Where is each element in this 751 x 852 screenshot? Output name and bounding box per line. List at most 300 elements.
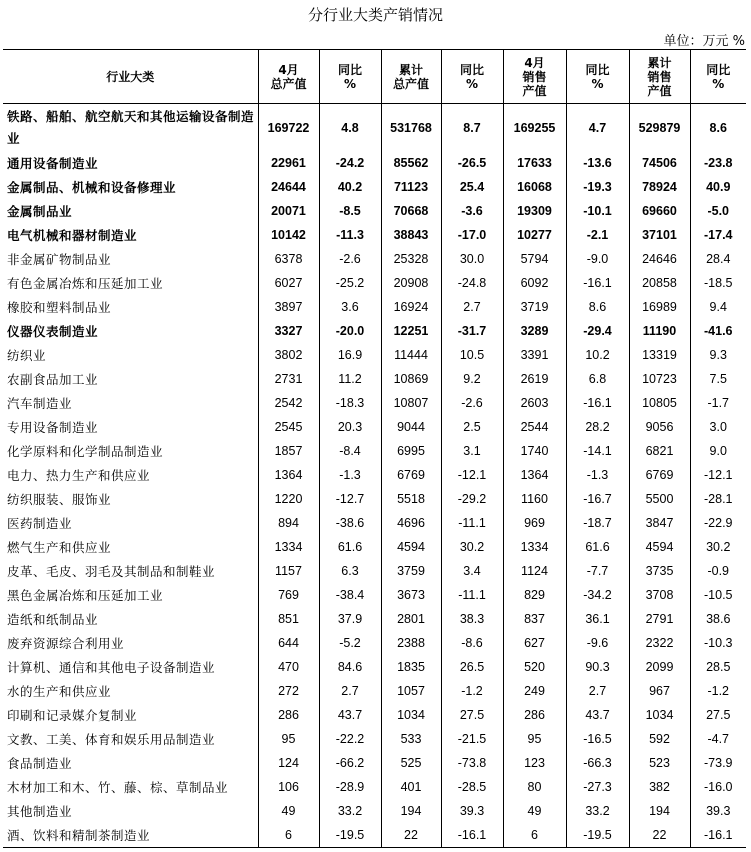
table-row [3,727,746,751]
cumulative-output-cell: 20908 [381,271,441,295]
sales-yoy-cell: -13.6 [566,151,629,175]
output-yoy-cell: -20.0 [319,319,381,343]
cumulative-output-yoy-cell: -31.7 [441,319,503,343]
cumulative-output-yoy-cell: -26.5 [441,151,503,175]
header-cumulative-sales-yoy [690,50,746,104]
april-sales-cell: 95 [503,727,566,751]
cumulative-sales-cell: 2099 [629,655,690,679]
cumulative-sales-yoy-cell: -12.1 [690,463,746,487]
cumulative-sales-yoy-cell: -10.3 [690,631,746,655]
table-row [3,343,746,367]
april-output-cell: 106 [258,775,319,799]
cumulative-sales-yoy-cell: -41.6 [690,319,746,343]
table-row [3,104,746,152]
table-row [3,655,746,679]
output-yoy-cell: -24.2 [319,151,381,175]
cumulative-sales-yoy-cell: -23.8 [690,151,746,175]
april-sales-cell: 249 [503,679,566,703]
cumulative-sales-cell: 24646 [629,247,690,271]
table-body [3,104,746,848]
output-yoy-cell: 6.3 [319,559,381,583]
table-row [3,487,746,511]
april-sales-cell: 6092 [503,271,566,295]
table-row [3,439,746,463]
industry-name-cell: 专用设备制造业 [7,420,99,435]
table-row [3,607,746,631]
cumulative-sales-yoy-cell: 28.4 [690,247,746,271]
sales-yoy-cell: 2.7 [566,679,629,703]
sales-yoy-cell: 36.1 [566,607,629,631]
cumulative-sales-cell: 10723 [629,367,690,391]
industry-name-cell: 仪器仪表制造业 [7,324,99,339]
april-output-cell: 124 [258,751,319,775]
header-april-output [258,50,319,104]
industry-name-cell: 医药制造业 [7,516,73,531]
sales-yoy-cell: -18.7 [566,511,629,535]
sales-yoy-cell: 33.2 [566,799,629,823]
sales-yoy-cell: 4.7 [566,104,629,152]
header-line: 同比 [459,62,484,77]
april-output-cell: 6027 [258,271,319,295]
april-sales-cell: 2544 [503,415,566,439]
cumulative-output-cell: 38843 [381,223,441,247]
table-row [3,751,746,775]
header-cumulative-output [381,50,441,104]
table-row [3,175,746,199]
cumulative-output-yoy-cell: 27.5 [441,703,503,727]
april-sales-cell: 123 [503,751,566,775]
industry-name-cell: 纺织业 [7,348,47,363]
april-output-cell: 3802 [258,343,319,367]
output-yoy-cell: 43.7 [319,703,381,727]
april-output-cell: 20071 [258,199,319,223]
sales-yoy-cell: 28.2 [566,415,629,439]
cumulative-sales-yoy-cell: -17.4 [690,223,746,247]
sales-yoy-cell: -34.2 [566,583,629,607]
industry-name-cell: 汽车制造业 [7,396,73,411]
cumulative-output-yoy-cell: -11.1 [441,511,503,535]
april-sales-cell: 6 [503,823,566,848]
header-industry [3,50,258,104]
cumulative-output-cell: 85562 [381,151,441,175]
output-yoy-cell: -8.4 [319,439,381,463]
sales-yoy-cell: -9.6 [566,631,629,655]
cumulative-output-yoy-cell: -29.2 [441,487,503,511]
table-row [3,367,746,391]
april-sales-cell: 3289 [503,319,566,343]
april-sales-cell: 1740 [503,439,566,463]
cumulative-sales-cell: 3847 [629,511,690,535]
cumulative-output-yoy-cell: -28.5 [441,775,503,799]
april-output-cell: 2731 [258,367,319,391]
cumulative-output-yoy-cell: 3.1 [441,439,503,463]
output-yoy-cell: -11.3 [319,223,381,247]
cumulative-output-yoy-cell: 26.5 [441,655,503,679]
sales-yoy-cell: 90.3 [566,655,629,679]
april-sales-cell: 80 [503,775,566,799]
cumulative-sales-yoy-cell: 7.5 [690,367,746,391]
sales-yoy-cell: -9.0 [566,247,629,271]
cumulative-sales-yoy-cell: -22.9 [690,511,746,535]
april-sales-cell: 829 [503,583,566,607]
cumulative-sales-cell: 10805 [629,391,690,415]
april-output-cell: 286 [258,703,319,727]
cumulative-sales-cell: 529879 [629,104,690,152]
industry-name-cell: 通用设备制造业 [7,156,99,171]
cumulative-sales-cell: 37101 [629,223,690,247]
output-yoy-cell: -38.6 [319,511,381,535]
header-cumulative-sales [629,50,690,104]
table-row [3,535,746,559]
industry-name-cell: 农副食品加工业 [7,372,99,387]
cumulative-output-cell: 533 [381,727,441,751]
cumulative-sales-cell: 5500 [629,487,690,511]
cumulative-sales-yoy-cell: 9.3 [690,343,746,367]
header-line: 累计 [398,62,423,77]
april-output-cell: 1220 [258,487,319,511]
output-yoy-cell: -18.3 [319,391,381,415]
cumulative-sales-cell: 523 [629,751,690,775]
industry-name-cell: 电力、热力生产和供应业 [7,468,151,483]
cumulative-sales-yoy-cell: 9.4 [690,295,746,319]
cumulative-sales-cell: 74506 [629,151,690,175]
industry-name-cell: 金属制品业 [7,204,73,219]
cumulative-output-yoy-cell: -16.1 [441,823,503,848]
table-row [3,823,746,848]
april-sales-cell: 1124 [503,559,566,583]
april-sales-cell: 10277 [503,223,566,247]
output-yoy-cell: 40.2 [319,175,381,199]
header-cumulative-output-yoy [441,50,503,104]
header-line: 总产值 [270,76,307,91]
table-row [3,223,746,247]
cumulative-sales-yoy-cell: -16.0 [690,775,746,799]
cumulative-sales-cell: 69660 [629,199,690,223]
output-yoy-cell: 2.7 [319,679,381,703]
cumulative-output-cell: 9044 [381,415,441,439]
april-output-cell: 769 [258,583,319,607]
april-sales-cell: 49 [503,799,566,823]
table-row [3,463,746,487]
cumulative-sales-yoy-cell: 27.5 [690,703,746,727]
output-yoy-cell: -22.2 [319,727,381,751]
sales-yoy-cell: -10.1 [566,199,629,223]
header-sales-yoy [566,50,629,104]
table-row [3,631,746,655]
header-april-sales [503,50,566,104]
output-yoy-cell: -66.2 [319,751,381,775]
april-output-cell: 644 [258,631,319,655]
output-yoy-cell: 16.9 [319,343,381,367]
cumulative-sales-cell: 967 [629,679,690,703]
april-output-cell: 2542 [258,391,319,415]
industry-name-cell: 废弃资源综合利用业 [7,636,125,651]
cumulative-output-yoy-cell: 10.5 [441,343,503,367]
april-sales-cell: 1364 [503,463,566,487]
header-line: 行业大类 [106,69,155,84]
cumulative-sales-yoy-cell: 8.6 [690,104,746,152]
april-output-cell: 1157 [258,559,319,583]
table-row [3,199,746,223]
sales-yoy-cell: -16.5 [566,727,629,751]
april-output-cell: 95 [258,727,319,751]
cumulative-output-cell: 5518 [381,487,441,511]
output-yoy-cell: -2.6 [319,247,381,271]
cumulative-sales-cell: 2322 [629,631,690,655]
industry-name-cell: 印刷和记录媒介复制业 [7,708,138,723]
sales-yoy-cell: -2.1 [566,223,629,247]
cumulative-output-cell: 2801 [381,607,441,631]
sales-yoy-cell: -29.4 [566,319,629,343]
table-row [3,247,746,271]
cumulative-sales-cell: 3708 [629,583,690,607]
industry-name-cell: 皮革、毛皮、羽毛及其制品和制鞋业 [7,564,216,579]
cumulative-sales-yoy-cell: -73.9 [690,751,746,775]
table-row [3,583,746,607]
output-yoy-cell: -5.2 [319,631,381,655]
cumulative-output-yoy-cell: 9.2 [441,367,503,391]
header-line: 4月 [524,55,545,70]
cumulative-output-cell: 2388 [381,631,441,655]
cumulative-output-yoy-cell: -21.5 [441,727,503,751]
april-output-cell: 10142 [258,223,319,247]
sales-yoy-cell: 8.6 [566,295,629,319]
cumulative-output-yoy-cell: 8.7 [441,104,503,152]
sales-yoy-cell: -14.1 [566,439,629,463]
cumulative-output-yoy-cell: -3.6 [441,199,503,223]
cumulative-output-cell: 3759 [381,559,441,583]
cumulative-sales-yoy-cell: 38.6 [690,607,746,631]
table-row [3,679,746,703]
april-output-cell: 24644 [258,175,319,199]
cumulative-output-cell: 70668 [381,199,441,223]
cumulative-output-cell: 3673 [381,583,441,607]
industry-name-cell: 食品制造业 [7,756,73,771]
april-sales-cell: 17633 [503,151,566,175]
cumulative-sales-yoy-cell: 9.0 [690,439,746,463]
cumulative-sales-yoy-cell: -0.9 [690,559,746,583]
industry-name-cell: 水的生产和供应业 [7,684,112,699]
output-yoy-cell: -1.3 [319,463,381,487]
page-title: 分行业大类产销情况 [307,6,443,24]
sales-yoy-cell: -19.3 [566,175,629,199]
cumulative-sales-cell: 592 [629,727,690,751]
cumulative-sales-yoy-cell: 39.3 [690,799,746,823]
cumulative-sales-cell: 22 [629,823,690,848]
sales-yoy-cell: 10.2 [566,343,629,367]
sales-yoy-cell: -1.3 [566,463,629,487]
april-output-cell: 1857 [258,439,319,463]
cumulative-output-cell: 1835 [381,655,441,679]
table-row [3,295,746,319]
header-line: 销售 [647,69,672,84]
cumulative-output-cell: 1034 [381,703,441,727]
cumulative-sales-cell: 13319 [629,343,690,367]
cumulative-sales-yoy-cell: 40.9 [690,175,746,199]
april-output-cell: 2545 [258,415,319,439]
sales-yoy-cell: 43.7 [566,703,629,727]
output-yoy-cell: 61.6 [319,535,381,559]
cumulative-output-cell: 531768 [381,104,441,152]
industry-name-cell: 橡胶和塑料制品业 [7,300,112,315]
table-row [3,415,746,439]
cumulative-output-yoy-cell: 30.2 [441,535,503,559]
table-row [3,703,746,727]
april-output-cell: 3897 [258,295,319,319]
april-output-cell: 894 [258,511,319,535]
header-line: % [712,76,725,91]
header-line: 同比 [706,62,731,77]
cumulative-sales-yoy-cell: 3.0 [690,415,746,439]
industry-name-cell: 化学原料和化学制品制造业 [7,444,164,459]
cumulative-output-yoy-cell: -2.6 [441,391,503,415]
header-line: 累计 [647,55,672,70]
header-line: 产值 [522,83,547,98]
april-output-cell: 470 [258,655,319,679]
sales-yoy-cell: -16.7 [566,487,629,511]
cumulative-sales-cell: 1034 [629,703,690,727]
industry-name-cell: 酒、饮料和精制茶制造业 [3,823,258,848]
header-output-yoy [319,50,381,104]
header-line: 总产值 [392,76,429,91]
output-yoy-cell: 3.6 [319,295,381,319]
cumulative-output-yoy-cell: -12.1 [441,463,503,487]
header-line: 同比 [337,62,362,77]
cumulative-output-cell: 4696 [381,511,441,535]
april-sales-cell: 286 [503,703,566,727]
april-sales-cell: 16068 [503,175,566,199]
cumulative-output-cell: 1057 [381,679,441,703]
table-row [3,559,746,583]
april-sales-cell: 1334 [503,535,566,559]
april-sales-cell: 5794 [503,247,566,271]
cumulative-output-yoy-cell: -8.6 [441,631,503,655]
cumulative-output-yoy-cell: -17.0 [441,223,503,247]
industry-name-cell: 非金属矿物制品业 [7,252,112,267]
cumulative-output-cell: 22 [381,823,441,848]
april-sales-cell: 837 [503,607,566,631]
cumulative-output-yoy-cell: 38.3 [441,607,503,631]
industry-name-cell: 电气机械和器材制造业 [7,228,138,243]
april-sales-cell: 2619 [503,367,566,391]
cumulative-sales-cell: 6769 [629,463,690,487]
cumulative-sales-cell: 20858 [629,271,690,295]
output-yoy-cell: 20.3 [319,415,381,439]
output-yoy-cell: -28.9 [319,775,381,799]
cumulative-output-yoy-cell: 2.7 [441,295,503,319]
cumulative-output-cell: 10869 [381,367,441,391]
cumulative-sales-yoy-cell: -5.0 [690,199,746,223]
industry-name-cell: 计算机、通信和其他电子设备制造业 [7,660,216,675]
cumulative-sales-yoy-cell: -16.1 [690,823,746,848]
cumulative-output-cell: 401 [381,775,441,799]
header-line: 同比 [585,62,610,77]
sales-yoy-cell: -19.5 [566,823,629,848]
cumulative-output-cell: 10807 [381,391,441,415]
cumulative-output-yoy-cell: 30.0 [441,247,503,271]
industry-production-sales-table [3,49,746,848]
cumulative-output-yoy-cell: -73.8 [441,751,503,775]
cumulative-output-cell: 71123 [381,175,441,199]
table-row [3,151,746,175]
cumulative-sales-cell: 382 [629,775,690,799]
cumulative-sales-cell: 3735 [629,559,690,583]
april-output-cell: 6 [258,823,319,848]
cumulative-sales-cell: 2791 [629,607,690,631]
industry-name-cell: 文教、工美、体育和娱乐用品制造业 [7,732,216,747]
cumulative-output-cell: 11444 [381,343,441,367]
header-line: 产值 [647,83,672,98]
output-yoy-cell: -38.4 [319,583,381,607]
sales-yoy-cell: -16.1 [566,271,629,295]
cumulative-sales-cell: 78924 [629,175,690,199]
table-header-row [3,50,746,104]
cumulative-sales-yoy-cell: -4.7 [690,727,746,751]
april-output-cell: 169722 [258,104,319,152]
industry-name-cell: 有色金属冶炼和压延加工业 [7,276,164,291]
april-output-cell: 49 [258,799,319,823]
cumulative-sales-cell: 16989 [629,295,690,319]
april-sales-cell: 520 [503,655,566,679]
sales-yoy-cell: -27.3 [566,775,629,799]
april-output-cell: 6378 [258,247,319,271]
header-line: % [591,76,604,91]
cumulative-sales-yoy-cell: -10.5 [690,583,746,607]
output-yoy-cell: 11.2 [319,367,381,391]
industry-name-cell: 其他制造业 [7,804,73,819]
output-yoy-cell: -8.5 [319,199,381,223]
april-sales-cell: 2603 [503,391,566,415]
april-output-cell: 851 [258,607,319,631]
output-yoy-cell: 4.8 [319,104,381,152]
april-sales-cell: 627 [503,631,566,655]
cumulative-output-cell: 6995 [381,439,441,463]
sales-yoy-cell: -66.3 [566,751,629,775]
cumulative-output-cell: 194 [381,799,441,823]
cumulative-sales-yoy-cell: -1.2 [690,679,746,703]
header-line: 销售 [522,69,547,84]
industry-name-cell: 燃气生产和供应业 [7,540,112,555]
cumulative-output-yoy-cell: 39.3 [441,799,503,823]
table-row [3,775,746,799]
output-yoy-cell: -19.5 [319,823,381,848]
output-yoy-cell: -12.7 [319,487,381,511]
cumulative-output-yoy-cell: -24.8 [441,271,503,295]
april-output-cell: 272 [258,679,319,703]
cumulative-sales-yoy-cell: -1.7 [690,391,746,415]
april-output-cell: 1364 [258,463,319,487]
header-line: 4月 [278,62,299,77]
april-sales-cell: 19309 [503,199,566,223]
april-output-cell: 3327 [258,319,319,343]
output-yoy-cell: -25.2 [319,271,381,295]
cumulative-output-cell: 12251 [381,319,441,343]
cumulative-sales-cell: 194 [629,799,690,823]
output-yoy-cell: 33.2 [319,799,381,823]
april-sales-cell: 169255 [503,104,566,152]
cumulative-sales-cell: 11190 [629,319,690,343]
cumulative-sales-yoy-cell: 28.5 [690,655,746,679]
industry-name-cell: 金属制品、机械和设备修理业 [7,180,177,195]
cumulative-output-yoy-cell: -1.2 [441,679,503,703]
cumulative-output-cell: 4594 [381,535,441,559]
industry-name-cell: 造纸和纸制品业 [7,612,99,627]
cumulative-output-yoy-cell: 2.5 [441,415,503,439]
table-row [3,271,746,295]
header-line: % [343,76,357,91]
cumulative-sales-cell: 9056 [629,415,690,439]
sales-yoy-cell: 61.6 [566,535,629,559]
